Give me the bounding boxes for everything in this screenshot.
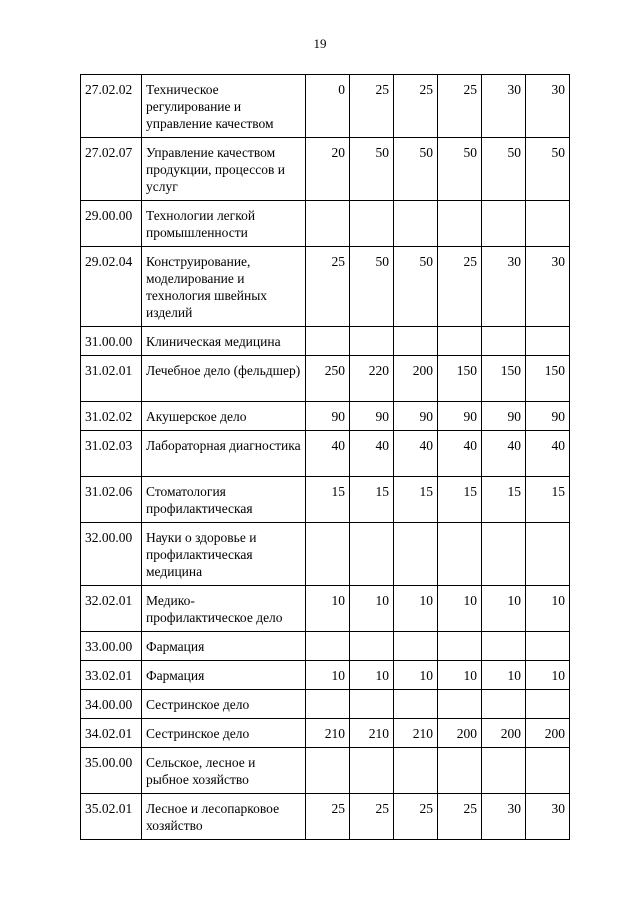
- table-row: [81, 247, 570, 327]
- value-cell-3: 25: [394, 75, 438, 138]
- specialty-code: 31.02.02: [81, 402, 142, 431]
- table-row: [81, 523, 570, 586]
- specialty-code: 33.00.00: [81, 632, 142, 661]
- table-row: [81, 632, 570, 661]
- value-cell-6: 30: [526, 75, 570, 138]
- page-number: 19: [313, 36, 327, 51]
- value-cell-6: 150: [526, 356, 570, 402]
- specialty-name: Сельское, лесное и рыбное хозяйство: [142, 748, 306, 794]
- specialty-code: 29.02.04: [81, 247, 142, 327]
- specialty-name: Фармация: [142, 661, 306, 690]
- value-cell-6: [526, 632, 570, 661]
- admission-plan-table: [80, 74, 570, 840]
- value-cell-5: [482, 523, 526, 586]
- table-row: [81, 748, 570, 794]
- value-cell-3: [394, 748, 438, 794]
- specialty-name: Сестринское дело: [142, 690, 306, 719]
- value-cell-5: 150: [482, 356, 526, 402]
- value-cell-1: 250: [306, 356, 350, 402]
- value-cell-4: 15: [438, 477, 482, 523]
- value-cell-1: 10: [306, 661, 350, 690]
- value-cell-3: 40: [394, 431, 438, 477]
- specialty-code: 31.02.03: [81, 431, 142, 477]
- specialty-code: 29.00.00: [81, 201, 142, 247]
- value-cell-6: 40: [526, 431, 570, 477]
- value-cell-6: [526, 523, 570, 586]
- value-cell-4: 200: [438, 719, 482, 748]
- value-cell-1: 25: [306, 247, 350, 327]
- table-row: [81, 719, 570, 748]
- value-cell-2: 220: [350, 356, 394, 402]
- table-row: [81, 431, 570, 477]
- value-cell-4: [438, 748, 482, 794]
- value-cell-6: [526, 690, 570, 719]
- value-cell-6: [526, 748, 570, 794]
- value-cell-2: 25: [350, 75, 394, 138]
- value-cell-4: 10: [438, 661, 482, 690]
- value-cell-5: 30: [482, 75, 526, 138]
- value-cell-5: [482, 327, 526, 356]
- specialty-name: Науки о здоровье и профилактическая медицина: [142, 523, 306, 586]
- specialty-code: 32.00.00: [81, 523, 142, 586]
- value-cell-3: 15: [394, 477, 438, 523]
- specialty-name: Стоматология профилактическая: [142, 477, 306, 523]
- value-cell-3: 50: [394, 138, 438, 201]
- value-cell-3: [394, 327, 438, 356]
- value-cell-4: [438, 523, 482, 586]
- value-cell-5: 200: [482, 719, 526, 748]
- value-cell-4: 40: [438, 431, 482, 477]
- value-cell-2: [350, 632, 394, 661]
- value-cell-6: 90: [526, 402, 570, 431]
- specialty-name: Медико-профилактическое дело: [142, 586, 306, 632]
- value-cell-3: 10: [394, 661, 438, 690]
- table-row: [81, 794, 570, 840]
- value-cell-2: 40: [350, 431, 394, 477]
- value-cell-3: 25: [394, 794, 438, 840]
- specialty-name: Конструирование, моделирование и технология швейных изделий: [142, 247, 306, 327]
- value-cell-1: [306, 523, 350, 586]
- value-cell-5: 10: [482, 586, 526, 632]
- value-cell-4: [438, 632, 482, 661]
- value-cell-4: 50: [438, 138, 482, 201]
- value-cell-1: 25: [306, 794, 350, 840]
- specialty-name: Акушерское дело: [142, 402, 306, 431]
- table-row: [81, 356, 570, 402]
- value-cell-4: 150: [438, 356, 482, 402]
- value-cell-5: 15: [482, 477, 526, 523]
- value-cell-5: [482, 748, 526, 794]
- specialty-name: Клиническая медицина: [142, 327, 306, 356]
- specialty-code: 31.00.00: [81, 327, 142, 356]
- value-cell-2: 50: [350, 247, 394, 327]
- value-cell-3: 10: [394, 586, 438, 632]
- value-cell-2: 25: [350, 794, 394, 840]
- specialty-name: Фармация: [142, 632, 306, 661]
- value-cell-3: 200: [394, 356, 438, 402]
- value-cell-3: [394, 201, 438, 247]
- value-cell-5: [482, 690, 526, 719]
- specialty-name: Лабораторная диагностика: [142, 431, 306, 477]
- value-cell-2: [350, 201, 394, 247]
- value-cell-2: 90: [350, 402, 394, 431]
- value-cell-4: [438, 690, 482, 719]
- value-cell-3: [394, 690, 438, 719]
- specialty-name: Лесное и лесопарковое хозяйство: [142, 794, 306, 840]
- value-cell-6: 30: [526, 247, 570, 327]
- value-cell-2: 10: [350, 586, 394, 632]
- value-cell-1: 10: [306, 586, 350, 632]
- value-cell-5: [482, 632, 526, 661]
- table-row: [81, 402, 570, 431]
- value-cell-2: [350, 690, 394, 719]
- value-cell-4: [438, 201, 482, 247]
- value-cell-6: 50: [526, 138, 570, 201]
- value-cell-6: [526, 327, 570, 356]
- value-cell-6: 30: [526, 794, 570, 840]
- specialty-name: Техническое регулирование и управление качеством: [142, 75, 306, 138]
- value-cell-1: [306, 327, 350, 356]
- value-cell-1: 90: [306, 402, 350, 431]
- value-cell-1: [306, 748, 350, 794]
- value-cell-6: 10: [526, 661, 570, 690]
- value-cell-4: 90: [438, 402, 482, 431]
- value-cell-5: 30: [482, 247, 526, 327]
- specialty-code: 34.00.00: [81, 690, 142, 719]
- value-cell-3: [394, 523, 438, 586]
- value-cell-1: 40: [306, 431, 350, 477]
- value-cell-4: 25: [438, 794, 482, 840]
- value-cell-5: 40: [482, 431, 526, 477]
- value-cell-2: 10: [350, 661, 394, 690]
- value-cell-4: 25: [438, 247, 482, 327]
- value-cell-4: [438, 327, 482, 356]
- value-cell-2: [350, 327, 394, 356]
- value-cell-2: 210: [350, 719, 394, 748]
- value-cell-6: 10: [526, 586, 570, 632]
- specialty-code: 35.02.01: [81, 794, 142, 840]
- table-body: [81, 75, 570, 840]
- value-cell-6: 15: [526, 477, 570, 523]
- value-cell-3: 50: [394, 247, 438, 327]
- value-cell-1: [306, 632, 350, 661]
- specialty-code: 33.02.01: [81, 661, 142, 690]
- specialty-name: Лечебное дело (фельдшер): [142, 356, 306, 402]
- value-cell-1: 20: [306, 138, 350, 201]
- specialty-name: Сестринское дело: [142, 719, 306, 748]
- value-cell-5: [482, 201, 526, 247]
- value-cell-4: 25: [438, 75, 482, 138]
- value-cell-5: 10: [482, 661, 526, 690]
- value-cell-1: [306, 201, 350, 247]
- value-cell-5: 90: [482, 402, 526, 431]
- value-cell-6: [526, 201, 570, 247]
- value-cell-2: 50: [350, 138, 394, 201]
- value-cell-5: 50: [482, 138, 526, 201]
- table-row: [81, 138, 570, 201]
- table-row: [81, 690, 570, 719]
- value-cell-3: [394, 632, 438, 661]
- value-cell-1: [306, 690, 350, 719]
- specialty-code: 32.02.01: [81, 586, 142, 632]
- value-cell-3: 90: [394, 402, 438, 431]
- table-row: [81, 586, 570, 632]
- specialty-code: 27.02.02: [81, 75, 142, 138]
- value-cell-1: 210: [306, 719, 350, 748]
- value-cell-3: 210: [394, 719, 438, 748]
- value-cell-4: 10: [438, 586, 482, 632]
- value-cell-1: 0: [306, 75, 350, 138]
- table-row: [81, 75, 570, 138]
- value-cell-1: 15: [306, 477, 350, 523]
- table-row: [81, 201, 570, 247]
- value-cell-5: 30: [482, 794, 526, 840]
- value-cell-2: 15: [350, 477, 394, 523]
- specialty-code: 27.02.07: [81, 138, 142, 201]
- table-row: [81, 327, 570, 356]
- specialty-code: 35.00.00: [81, 748, 142, 794]
- specialty-code: 34.02.01: [81, 719, 142, 748]
- value-cell-2: [350, 523, 394, 586]
- specialty-name: Технологии легкой промышленности: [142, 201, 306, 247]
- value-cell-6: 200: [526, 719, 570, 748]
- specialty-code: 31.02.06: [81, 477, 142, 523]
- table-row: [81, 661, 570, 690]
- table-row: [81, 477, 570, 523]
- value-cell-2: [350, 748, 394, 794]
- specialty-code: 31.02.01: [81, 356, 142, 402]
- specialty-name: Управление качеством продукции, процессов и услуг: [142, 138, 306, 201]
